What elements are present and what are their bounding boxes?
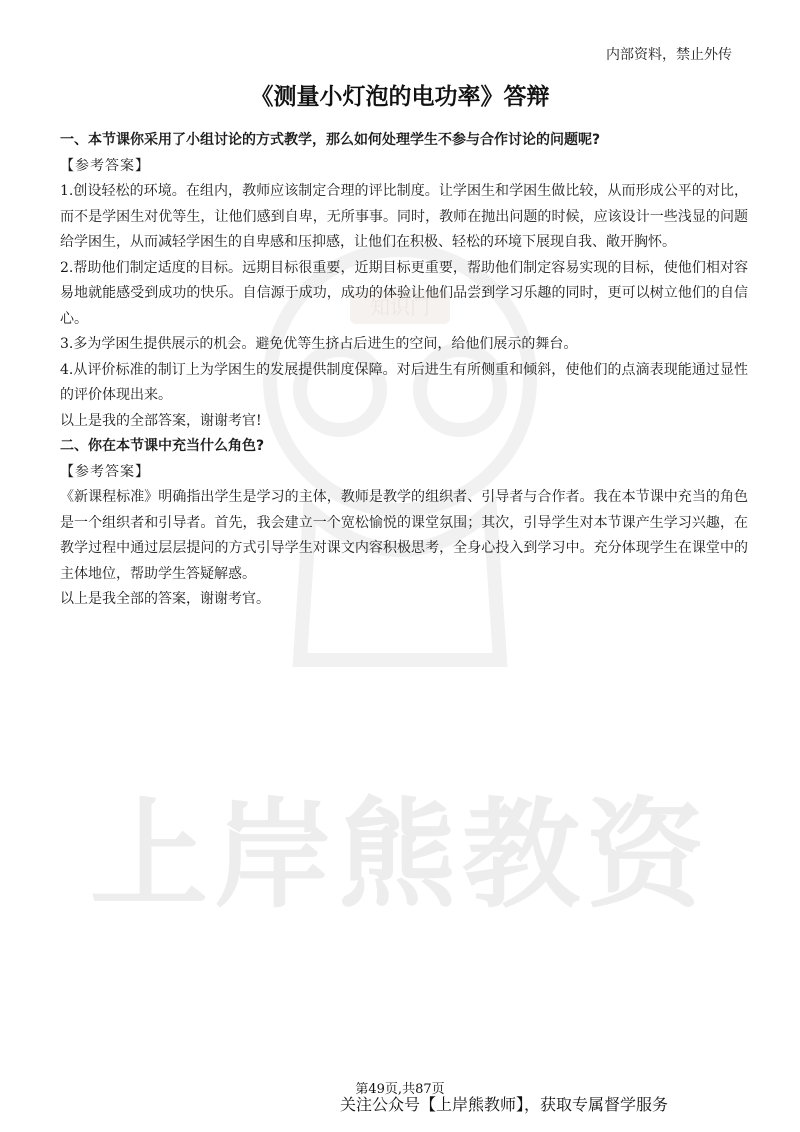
page-number: 第49页,共87页 bbox=[355, 1082, 445, 1097]
answer-paragraph: 2.帮助他们制定适度的目标。远期目标很重要，近期目标更重要，帮助他们制定容易实现的目标，使他们相对容易地就能感受到成功的快乐。自信源于成功，成功的体验让他们品尝到学习乐趣的同时，更可以树立他们的自信心。 bbox=[60, 259, 748, 327]
answer-paragraph: 3.多为学困生提供展示的机会。避免优等生挤占后进生的空间，给他们展示的舞台。 bbox=[60, 336, 578, 352]
answer-paragraph: 4.从评价标准的制订上为学困生的发展提供制度保障。对后进生有所侧重和倾斜，使他们的点滴表现能通过显性的评价体现出来。 bbox=[60, 361, 748, 403]
answer-paragraph: 1.创设轻松的环境。在组内，教师应该制定合理的评比制度。让学困生和学困生做比较，从而形成公平的对比，而不是学困生对优等生，让他们感到自卑，无所事事。同时，教师在抛出问题的时候，应该设计一些浅显的问题给学困生，从而减轻学困生的自卑感和压抑感，让他们在积极、轻松的环境下展现自我、敞开胸怀。 bbox=[60, 183, 748, 250]
answer-closing: 以上是我的全部答案，谢谢考官! bbox=[60, 412, 262, 429]
question-section-1 bbox=[60, 128, 748, 434]
page-title: 《测量小灯泡的电功率》答辩 bbox=[250, 84, 550, 110]
mascot-badge-text: 知识门 bbox=[370, 295, 430, 319]
question-heading: 一、本节课你采用了小组讨论的方式教学，那么如何处理学生不参与合作讨论的问题呢? bbox=[60, 132, 601, 148]
footer-promo: 关注公众号【上岸熊教师】，获取专属督学服务 bbox=[340, 1095, 669, 1114]
question-heading: 二、你在本节课中充当什么角色? bbox=[60, 438, 265, 454]
question-section-2 bbox=[60, 434, 748, 613]
answer-tag: 【参考答案】 bbox=[60, 463, 150, 480]
confidential-notice: 内部资料，禁止外传 bbox=[606, 47, 732, 63]
answer-tag: 【参考答案】 bbox=[60, 157, 150, 174]
document-body bbox=[60, 128, 748, 613]
brand-watermark: 上岸熊教资 bbox=[89, 786, 710, 924]
answer-closing: 以上是我全部的答案，谢谢考官。 bbox=[60, 591, 270, 607]
answer-paragraph: 《新课程标准》明确指出学生是学习的主体，教师是教学的组织者、引导者与合作者。我在本节课中充当的角色是一个组织者和引导者。首先，我会建立一个宽松愉悦的课堂氛围；其次，引导学生对本节课产生学习兴趣，在教学过程中通过层层提问的方式引导学生对课文内容积极思考，全身心投入到学习中。充分体现学生在课堂中的主体地位，帮助学生答疑解惑。 bbox=[60, 489, 748, 582]
